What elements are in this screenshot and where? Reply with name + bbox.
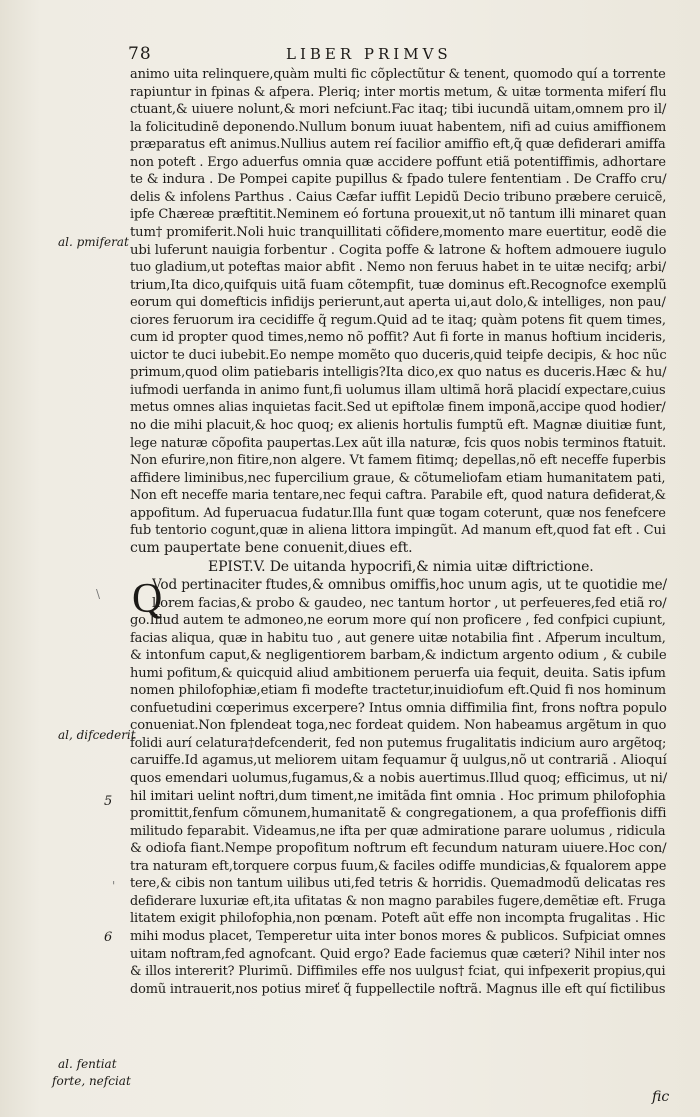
text-line: præparatus eft animus.Nullius autem reí facilior amiffio eft,q̃ quæ defiderari amiffa — [130, 137, 666, 153]
text-line: & illos intererit? Plurimũ. Diffimiles effe nos uulgus† fciat, qui infpexerit propius,qui — [130, 964, 666, 980]
text-line: no die mihi placuit,& hoc quoq; ex alienis hortulis fumptũ eft. Magnæ diuitiæ funt, — [130, 418, 667, 433]
margin-mark: \ — [96, 587, 101, 601]
text-line: metus omnes alias inquietas facit.Sed ut epiftolæ finem imponã,accipe quod hodier/ — [130, 400, 666, 416]
text-line: & odiofa fiant.Nempe propofitum noftrum eft fecundum naturam uiuere.Hoc con/ — [130, 841, 667, 857]
text-line: lege naturæ cõpofita paupertas.Lex aũt illa naturæ, fcis quos nobis terminos ftatuit. — [130, 435, 667, 451]
text-line: Non eft neceffe maria tentare,nec fequi caftra. Parabile eft, quod natura defiderat,& — [130, 488, 666, 504]
text-line: Vod pertinaciter ftudes,& omnibus omiffis,hoc unum agis, ut te quotidie me/ — [152, 576, 667, 593]
margin-mark: ' — [112, 879, 116, 893]
side-number-6: 6 — [104, 930, 113, 945]
text-line: uictor te duci iubebit.Eo nempe momẽto quo duceris,quid teipfe decipis, & hoc nũc — [130, 347, 667, 363]
text-line: la folicitudinẽ deponendo.Nullum bonum iuuat habentem, nifi ad cuius amiffionem — [130, 119, 667, 135]
text-line: conueniat.Non fplendeat toga,nec fordeat quidem. Non habeamus argẽtum in quo — [130, 718, 667, 734]
text-line: iufmodi uerfanda in animo funt,fi uolumus illam ultimã horã placidí expectare,cuius — [130, 382, 666, 398]
text-line: non poteft . Ergo aduerfus omnia quæ accidere poffunt etiã potentiffimis, adhortare — [130, 154, 666, 170]
text-line: folidi aurí celatura†defcenderit, fed non putemus frugalitatis indicium auro argẽtoq; — [130, 735, 667, 751]
text-line: animo uita relinquere,quàm multi fic cõplectũtur & tenent, quomodo quí a torrente — [130, 67, 666, 82]
text-line: caruiffe.Id agamus,ut meliorem uitam fequamur q̃ uulgus,nõ ut contrariã . Alioquí — [130, 753, 667, 769]
text-line: nomen philofophiæ,etiam fi modefte tractetur,inuidiofum eft.Quid fi nos hominum — [130, 683, 667, 699]
margin-note-pmiserat: al. pmiferat — [58, 235, 129, 249]
text-line: eorum qui domefticis infidijs perierunt,aut aperta ui,aut dolo,& intelliges, non pau/ — [130, 295, 666, 311]
text-line: go.Illud autem te admoneo,ne eorum more quí non proficere , fed confpici cupiunt, — [130, 613, 666, 629]
text-line: confuetudini cœperimus excerpere? Intus omnia diffimilia fint, frons noftra populo — [130, 700, 667, 716]
text-line: litatem exigit philofophia,non pœnam. Poteft aũt effe non incompta frugalitas . Hic — [130, 911, 666, 927]
text-line: trium,Ita dico,quifquis uitã fuam cõtempfit, tuæ dominus eft.Recognofce exemplũ — [130, 277, 667, 293]
drop-capital: Q — [132, 575, 163, 622]
margin-note-discederit: al, difcederit — [58, 728, 136, 742]
text-line: tuo gladium,ut poteftas maior abfit . Nemo non feruus habet in te uitæ necifq; arbi/ — [130, 260, 666, 276]
text-line: delis & infolens Parthus . Caius Cæfar iuffit Lepidũ Decio tribuno præbere ceruicẽ, — [130, 189, 667, 205]
text-line: tum† promiferit.Noli huic tranquillitati cõfidere,momento mare euertitur, eodẽ die — [130, 224, 667, 240]
text-line: quos emendari uolumus,fugamus,& a nobis auertimus.Illud quoq; efficimus, ut ni/ — [130, 771, 668, 786]
page-number: 78 — [128, 44, 152, 64]
text-line: ubi luferunt nauigia forbentur . Cogita poffe & latrone & hoftem admouere iugulo — [130, 242, 667, 258]
side-number-5: 5 — [104, 794, 113, 809]
catchword: fic — [652, 1089, 670, 1105]
text-line: cum paupertate bene conuenit,diues eft. — [130, 539, 413, 556]
text-line: uitam noftram,fed agnofcant. Quid ergo? Eade faciemus quæ cæteri? Nihil inter nos — [130, 946, 666, 962]
page-header — [128, 44, 668, 66]
text-line: liorem facias,& probo & gaudeo, nec tantum hortor , ut perfeueres,fed etiã ro/ — [152, 595, 667, 611]
running-head: LIBER PRIMVS — [286, 45, 452, 63]
text-line: affidere liminibus,nec fupercilium graue, & cõtumeliofam etiam humanitatem pati, — [130, 470, 666, 486]
margin-note-sentiat: al. fentiat — [58, 1057, 117, 1071]
text-line: defiderare luxuriæ eft,ita ufitatas & non magno parabiles fugere,demẽtiæ eft. Fruga — [130, 893, 666, 909]
text-line: fub tentorio cogunt,quæ in aliena littora impingũt. Ad manum eft,quod fat eft . Cui — [130, 523, 666, 539]
text-line: appofitum. Ad fuperuacua fudatur.Illa funt quæ togam coterunt, quæ nos fenefcere — [130, 505, 666, 521]
text-line: te & indura . De Pompei capite pupillus & fpado tulere fententiam . De Craffo cru/ — [130, 172, 667, 188]
text-line: facias aliqua, quæ in habitu tuo , aut genere uitæ notabilia fint . Afperum incultum, — [130, 630, 666, 646]
margin-note-nesciat: forte, nefciat — [52, 1074, 131, 1088]
text-line: ipfe Chæreæ præftitit.Neminem eó fortuna prouexit,ut nõ tantum illi minaret quan — [130, 207, 667, 223]
text-line: rapiuntur in fpinas & afpera. Pleriq; inter mortis metum, & uitæ tormenta miferí flu — [130, 84, 667, 100]
text-line: ctuant,& uiuere nolunt,& mori nefciunt.Fac itaq; tibi iucundã uitam,omnem pro il/ — [130, 102, 667, 118]
text-line: militudo feparabit. Videamus,ne ifta per quæ admiratione parare uolumus , ridicula — [130, 823, 666, 839]
text-line: promittit,fenfum cõmunem,humanitatẽ & congregationem, a qua profeffionis diffi — [130, 806, 667, 822]
text-line: mihi modus placet, Temperetur uita inter bonos mores & publicos. Sufpiciat omnes — [130, 928, 666, 944]
text-line: Non efurire,non fitire,non algere. Vt famem fitimq; depellas,nõ eft neceffe fuperbis — [130, 453, 666, 469]
text-line: & intonfum caput,& negligentiorem barbam,& indictum argento odium , & cubile — [130, 648, 667, 664]
text-line: tere,& cibis non tantum uilibus uti,fed tetris & horridis. Quemadmodũ delicatas res — [130, 876, 666, 892]
text-line: hil imitari uelint noftri,dum timent,ne imitãda fint omnia . Hoc primum philofophia — [130, 788, 666, 804]
text-line: cum id propter quod times,nemo nõ poffit? Aut fi forte in manus hoftium incideris, — [130, 330, 666, 346]
text-line: domũ intrauerit,nos potius mireť q̃ fuppellectile noftrã. Magnus ille eft quí fictilibus — [130, 981, 666, 997]
text-line: ciores feruorum ira cecidiffe q̃ regum.Quid ad te itaq; quàm potens fit quem times, — [130, 312, 666, 328]
epistle-heading: EPIST.V. De uitanda hypocrifi,& nimia uitæ diftrictione. — [208, 559, 594, 576]
text-line: humi pofitum,& quicquid aliud ambitionem peruerfa uia fequit, deuita. Satis ipfum — [130, 665, 666, 681]
text-line: primum,quod olim patiebaris intelligis?Ita dico,ex quo natus es duceris.Hæc & hu/ — [130, 365, 667, 381]
text-line: tra naturam eft,torquere corpus fuum,& faciles odiffe mundicias,& fqualorem appe — [130, 858, 667, 874]
